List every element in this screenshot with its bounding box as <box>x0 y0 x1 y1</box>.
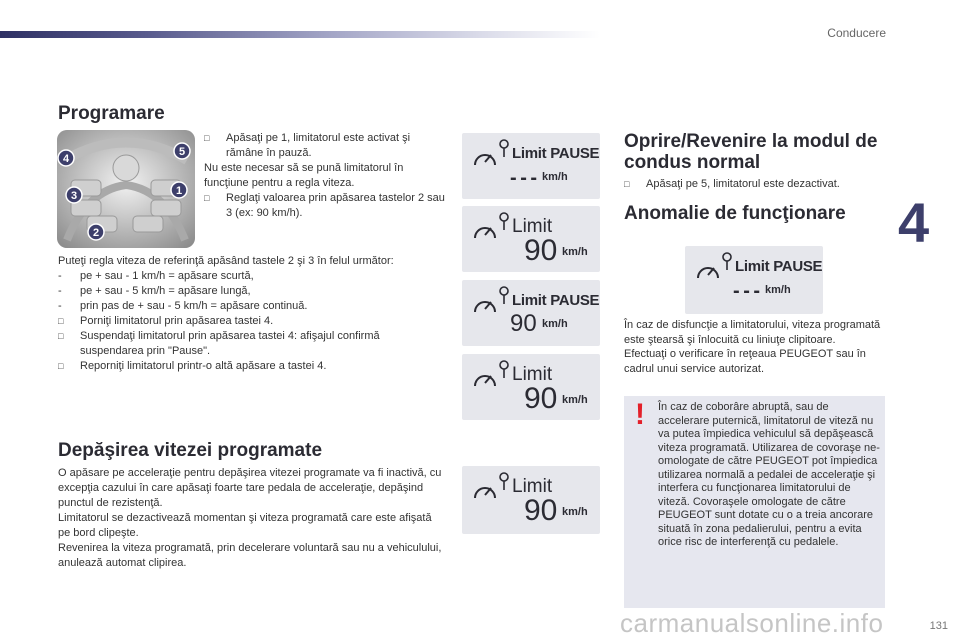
speed-unit: km/h <box>542 318 568 330</box>
section-title-depasire: Depăşirea vitezei programate <box>58 440 323 461</box>
limit-label: Limit <box>512 476 553 497</box>
speed-unit: km/h <box>562 506 588 518</box>
display-limit-90 <box>462 206 600 272</box>
depasire-text <box>58 466 444 571</box>
dash-item: - pe + sau - 1 km/h = apăsare scurtă, <box>58 269 446 284</box>
limiter-pin-icon <box>498 139 510 159</box>
wheel-button-label: 5 <box>178 146 186 158</box>
page-number: 131 <box>929 620 948 632</box>
display-limit-pause-90 <box>462 280 600 346</box>
anomalie-paragraph: Efectuaţi o verificare în reţeaua PEUGEOT sau în cadrul unui service autorizat. <box>624 348 866 375</box>
step-note: Nu este necesar să se pună limitatorul în funcţiune pentru a regla viteza. <box>204 162 404 189</box>
speedometer-icon <box>695 260 721 282</box>
speed-value: 90 <box>510 310 537 337</box>
bullet-item: □ Porniţi limitatorul prin apăsarea tastei 4. <box>58 314 446 329</box>
speed-value: 90 <box>524 382 558 415</box>
steering-wheel-controls-image <box>57 130 195 248</box>
depasire-paragraph: O apăsare pe acceleraţie pentru depăşirea vitezei programate va fi inactivă, cu excepţia cazului în care apăsaţi foarte tare pedala de acceleraţie, depăşind punctul de rezistenţă. <box>58 467 442 509</box>
limit-pause-label: Limit PAUSE <box>512 145 600 162</box>
oprire-bullet: □ Apăsaţi pe 5, limitatorul este dezactivat. <box>624 177 892 192</box>
watermark: carmanualsonline.info <box>620 608 884 638</box>
speed-unit: km/h <box>765 284 791 296</box>
chapter-tab-number: 4 <box>898 191 930 254</box>
dash-item: - pe + sau - 5 km/h = apăsare lungă, <box>58 284 446 299</box>
dashes-value: - - - <box>510 167 537 189</box>
oprire-text <box>624 177 892 192</box>
wheel-button-label: 4 <box>62 153 70 165</box>
speed-unit: km/h <box>562 246 588 258</box>
dashes-value: - - - <box>733 280 760 302</box>
display-anomaly-limit-pause <box>685 246 823 314</box>
instructions-intro: Puteţi regla viteza de referinţă apăsând tastele 2 şi 3 în felul următor: <box>58 255 394 267</box>
depasire-paragraph: Revenirea la viteza programată, prin decelerare voluntară sau nu a vehiculului, anulează automat clipirea. <box>58 542 442 569</box>
limiter-pin-icon <box>721 252 733 272</box>
display-limit-90 <box>462 354 600 420</box>
section-title-programare: Programare <box>58 103 165 124</box>
display-limit-90 <box>462 466 600 534</box>
step-item: □ Reglaţi valoarea prin apăsarea tastelor 2 sau 3 (ex: 90 km/h). <box>204 191 446 221</box>
chapter-title: Conducere <box>827 26 886 40</box>
section-title-anomalie: Anomalie de funcţionare <box>624 203 846 224</box>
header-gradient-bar <box>0 31 600 38</box>
speed-unit: km/h <box>562 394 588 406</box>
display-limit-pause-dashes <box>462 133 600 199</box>
depasire-paragraph: Limitatorul se dezactivează momentan şi viteza programată care este afişată pe bord clipeşte. <box>58 512 432 539</box>
limit-pause-label: Limit PAUSE <box>735 258 823 275</box>
warning-text: În caz de coborâre abruptă, sau de accelerare puternică, limitatorul de viteză nu va putea împiedica vehiculul să depăşească viteza programată. Utilizarea de covoraşe ne-omologate de către PEUGEOT pot împiedica utilizarea normală a pedalei de acceleraţie şi interfera cu funcţionarea limitatorului de viteză. Covoraşele omologate de către PEUGEOT sunt dotate cu o a treia ancorare situată în zona pedalierului, pentru a evita orice risc de interferenţă cu pedalele. <box>658 401 880 548</box>
limiter-pin-icon <box>498 360 510 380</box>
speedometer-icon <box>472 220 498 242</box>
limit-label: Limit <box>512 216 553 237</box>
speed-unit: km/h <box>542 171 568 183</box>
speedometer-icon <box>472 294 498 316</box>
limiter-pin-icon <box>498 472 510 492</box>
dash-item: - prin pas de + sau - 5 km/h = apăsare continuă. <box>58 299 446 314</box>
speedometer-icon <box>472 147 498 169</box>
wheel-button-label: 1 <box>175 185 183 197</box>
limit-label: Limit <box>512 364 553 385</box>
speed-value: 90 <box>524 494 558 527</box>
programare-steps <box>204 131 446 221</box>
bullet-item: □ Suspendaţi limitatorul prin apăsarea tastei 4: afişajul confirmă suspendarea prin "Pause". <box>58 329 446 359</box>
limit-pause-label: Limit PAUSE <box>512 292 600 309</box>
bullet-item: □ Reporniţi limitatorul printr-o altă apăsare a tastei 4. <box>58 359 446 374</box>
limiter-pin-icon <box>498 286 510 306</box>
warning-icon: ! <box>635 398 645 431</box>
anomalie-text <box>624 318 890 376</box>
section-title-oprire: Oprire/Revenire la modul de condus normal <box>624 131 878 173</box>
limiter-pin-icon <box>498 212 510 232</box>
wheel-button-label: 3 <box>70 190 78 202</box>
wheel-button-label: 2 <box>92 227 100 239</box>
speedometer-icon <box>472 480 498 502</box>
programare-instructions <box>58 254 446 374</box>
speedometer-icon <box>472 368 498 390</box>
speed-value: 90 <box>524 234 558 267</box>
anomalie-paragraph: În caz de disfuncţie a limitatorului, viteza programată este ştearsă şi înlocuită cu liniuţe clipitoare. <box>624 319 881 346</box>
warning-box <box>624 396 885 608</box>
step-item: □ Apăsaţi pe 1, limitatorul este activat şi rămâne în pauză. <box>204 131 446 161</box>
